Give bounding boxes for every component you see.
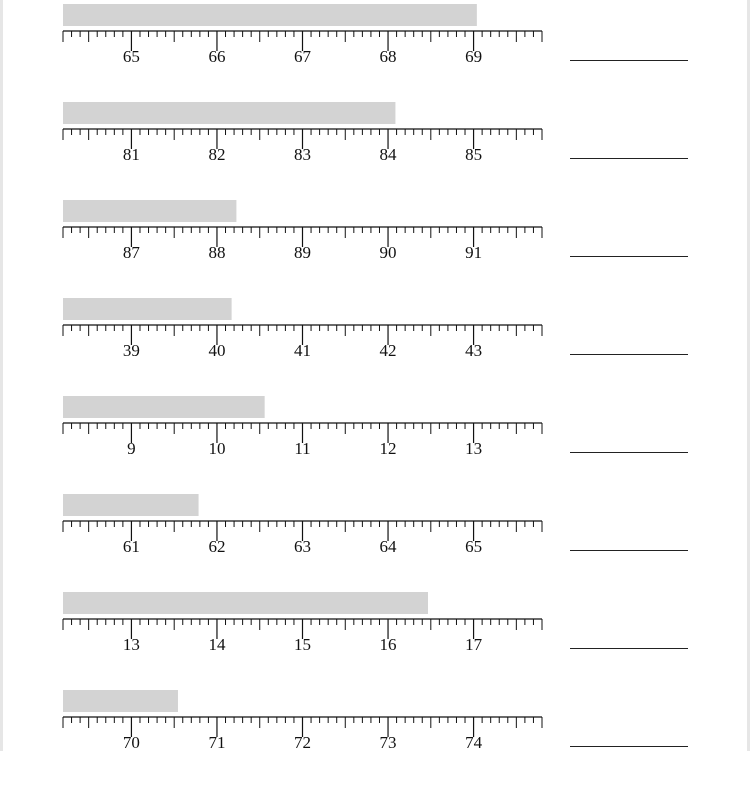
measured-bar <box>63 200 236 222</box>
measurement-row <box>0 298 750 396</box>
measurement-row <box>0 102 750 200</box>
ruler-label: 88 <box>208 243 226 262</box>
ruler-label: 11 <box>294 439 311 458</box>
ruler-label: 13 <box>122 635 140 654</box>
ruler-label: 62 <box>208 537 226 556</box>
ruler-label: 68 <box>379 47 397 66</box>
ruler-label: 41 <box>294 341 311 360</box>
ruler-label: 13 <box>465 439 483 458</box>
ruler-label: 65 <box>122 47 140 66</box>
measurement-row <box>0 494 750 592</box>
ruler <box>0 4 560 74</box>
ruler-label: 17 <box>465 635 483 654</box>
ruler-label: 14 <box>208 635 226 654</box>
ruler-label: 89 <box>294 243 311 262</box>
measurement-row <box>0 592 750 690</box>
ruler-label: 16 <box>379 635 397 654</box>
ruler <box>0 690 560 760</box>
ruler <box>0 494 560 564</box>
ruler-label: 85 <box>465 145 483 164</box>
measured-bar <box>63 298 232 320</box>
ruler-label: 64 <box>379 537 397 556</box>
ruler-label: 40 <box>208 341 226 360</box>
answer-blank[interactable] <box>570 452 688 453</box>
measured-bar <box>63 396 265 418</box>
ruler-label: 74 <box>465 733 483 752</box>
ruler-label: 72 <box>294 733 311 752</box>
ruler-label: 43 <box>465 341 483 360</box>
measured-bar <box>63 102 395 124</box>
ruler-label: 12 <box>379 439 397 458</box>
answer-blank[interactable] <box>570 60 688 61</box>
ruler <box>0 396 560 466</box>
ruler-label: 69 <box>465 47 483 66</box>
ruler-label: 65 <box>465 537 483 556</box>
ruler-label: 39 <box>122 341 140 360</box>
answer-blank[interactable] <box>570 354 688 355</box>
measurement-row <box>0 4 750 102</box>
answer-blank[interactable] <box>570 746 688 747</box>
ruler-label: 70 <box>122 733 140 752</box>
answer-blank[interactable] <box>570 256 688 257</box>
ruler-label: 10 <box>208 439 226 458</box>
answer-blank[interactable] <box>570 648 688 649</box>
ruler-label: 61 <box>122 537 140 556</box>
ruler-label: 63 <box>294 537 311 556</box>
ruler-label: 73 <box>379 733 397 752</box>
measured-bar <box>63 690 178 712</box>
measurement-row <box>0 396 750 494</box>
ruler-label: 66 <box>208 47 226 66</box>
ruler-label: 87 <box>122 243 140 262</box>
measurement-row <box>0 690 750 788</box>
ruler <box>0 298 560 368</box>
measured-bar <box>63 494 199 516</box>
ruler-label: 82 <box>208 145 226 164</box>
ruler-label: 15 <box>294 635 311 654</box>
answer-blank[interactable] <box>570 550 688 551</box>
ruler-label: 91 <box>465 243 483 262</box>
ruler-label: 83 <box>294 145 311 164</box>
ruler <box>0 102 560 172</box>
answer-blank[interactable] <box>570 158 688 159</box>
ruler <box>0 200 560 270</box>
measured-bar <box>63 592 428 614</box>
ruler-label: 42 <box>379 341 397 360</box>
ruler-label: 9 <box>127 439 136 458</box>
ruler-label: 84 <box>379 145 397 164</box>
ruler <box>0 592 560 662</box>
measured-bar <box>63 4 477 26</box>
ruler-label: 81 <box>122 145 140 164</box>
ruler-label: 90 <box>379 243 397 262</box>
ruler-label: 67 <box>294 47 311 66</box>
ruler-label: 71 <box>208 733 226 752</box>
measurement-row <box>0 200 750 298</box>
